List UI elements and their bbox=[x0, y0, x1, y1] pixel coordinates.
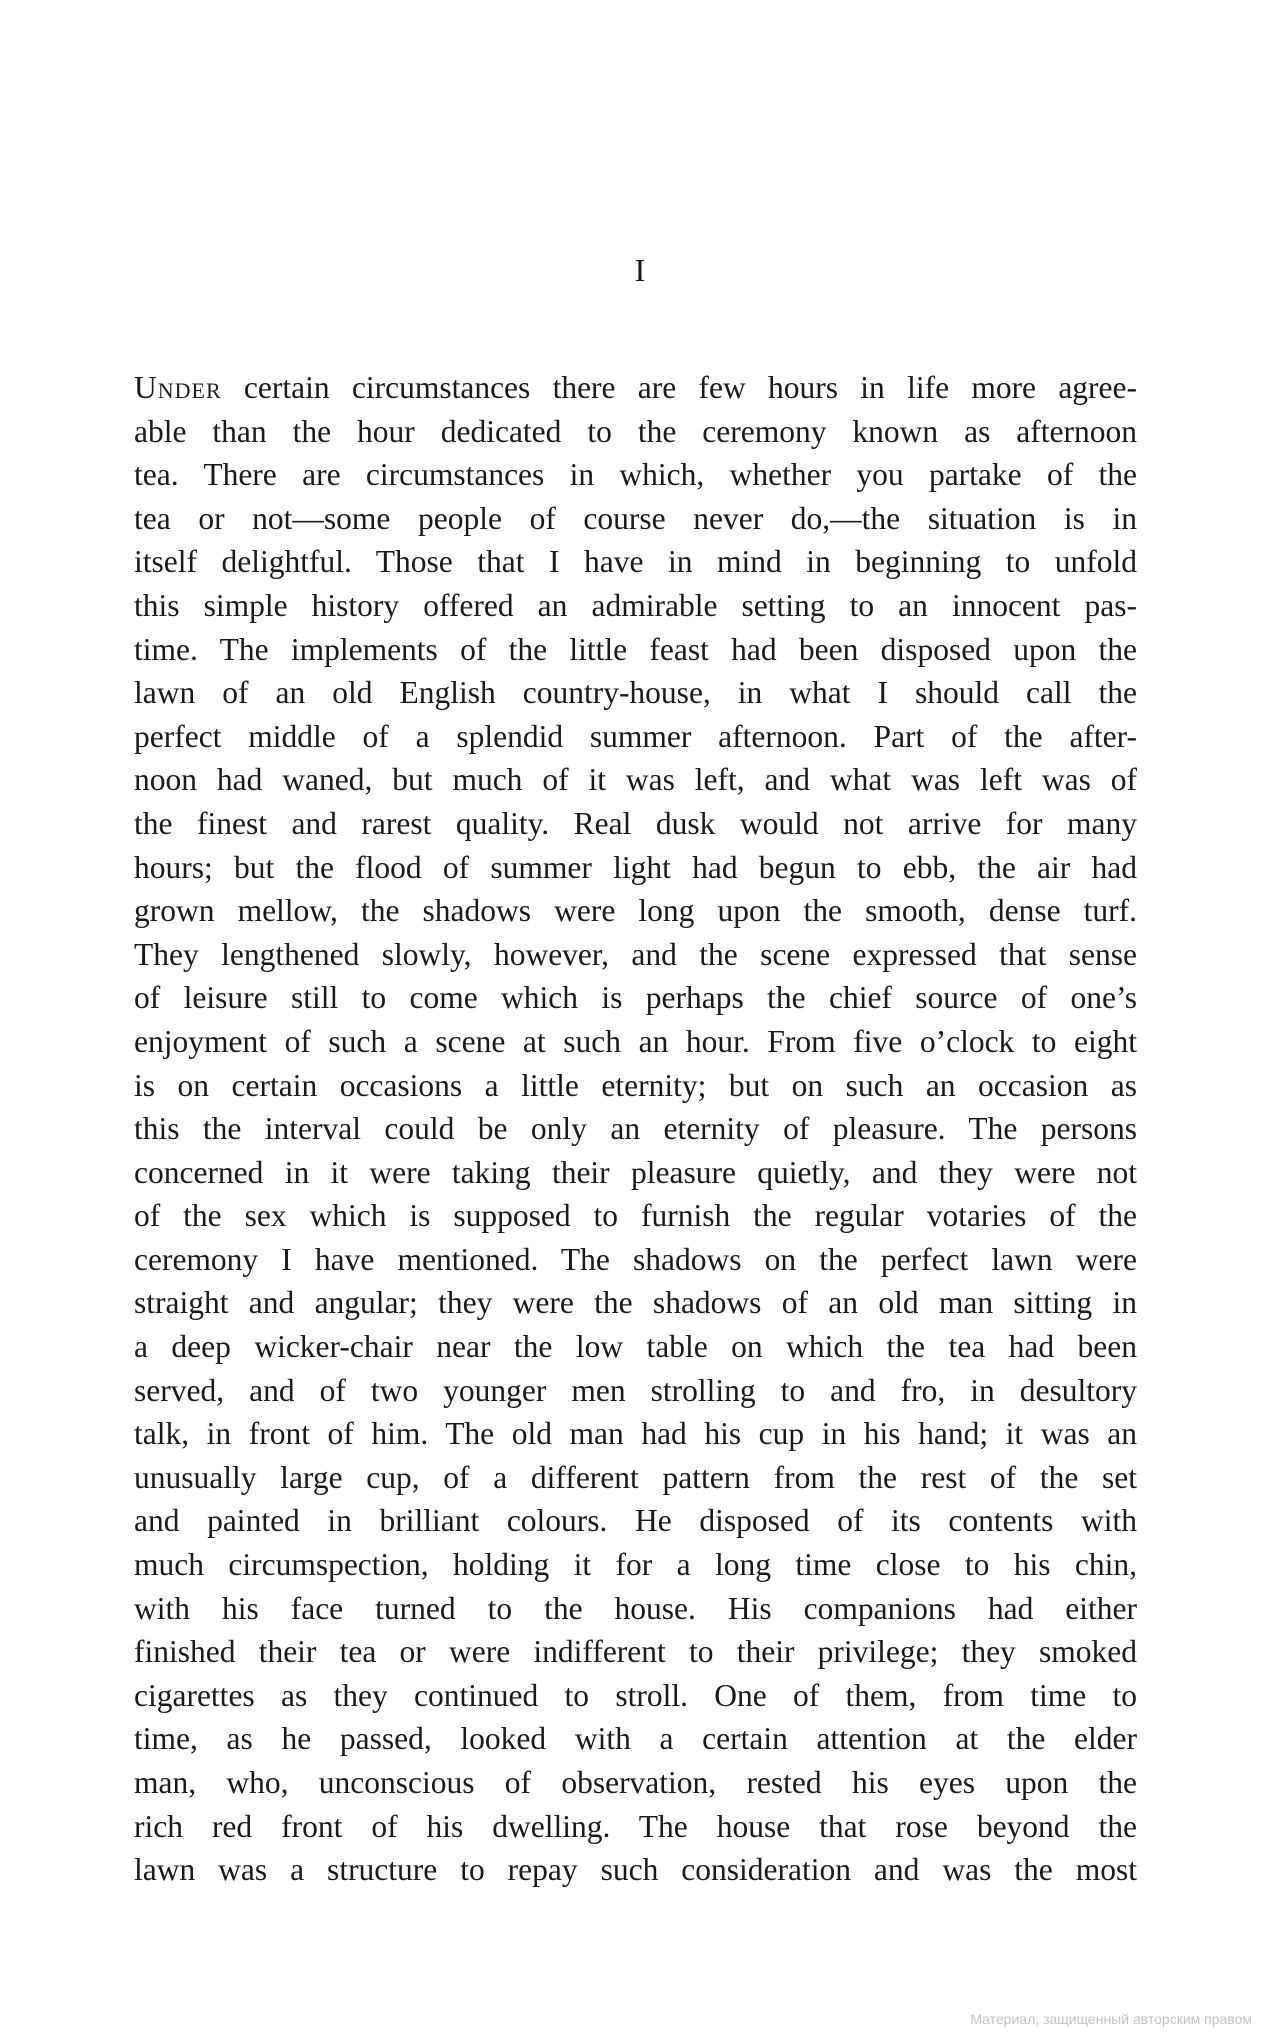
text-line: ceremony I have mentioned. The shadows on the perfect lawn were bbox=[134, 1241, 1137, 1277]
text-line: served, and of two younger men strolling to and fro, in desultory bbox=[134, 1372, 1137, 1408]
text-line: lawn of an old English country-house, in what I should call the bbox=[134, 675, 1137, 711]
text-line: concerned in it were taking their pleasure quietly, and they were not bbox=[134, 1154, 1137, 1190]
text-line: much circumspection, holding it for a long time close to his chin, bbox=[134, 1547, 1137, 1583]
text-line: time. The implements of the little feast had been disposed upon the bbox=[134, 631, 1137, 667]
text-line: noon had waned, but much of it was left, and what was left was of bbox=[134, 762, 1137, 798]
text-line: enjoyment of such a scene at such an hour. From five o’clock to eight bbox=[134, 1023, 1137, 1059]
text-line: of leisure still to come which is perhaps the chief source of one’s bbox=[134, 980, 1137, 1016]
text-line: rich red front of his dwelling. The house that rose beyond the bbox=[134, 1808, 1137, 1844]
text-line: is on certain occasions a little eternity; but on such an occasion as bbox=[134, 1067, 1137, 1103]
text-line: lawn was a structure to repay such consideration and was the most bbox=[134, 1852, 1137, 1888]
text-line: perfect middle of a splendid summer afternoon. Part of the after- bbox=[134, 718, 1137, 754]
text-line: cigarettes as they continued to stroll. One of them, from time to bbox=[134, 1677, 1137, 1713]
text-line bbox=[134, 366, 1137, 410]
text-line: itself delightful. Those that I have in mind in beginning to unfold bbox=[134, 544, 1137, 580]
text-line: a deep wicker-chair near the low table on which the tea had been bbox=[134, 1329, 1137, 1365]
text-line-content: certain circumstances there are few hours in life more agree- bbox=[221, 370, 1137, 405]
copyright-watermark: Материал, защищенный авторским правом bbox=[970, 2011, 1252, 2027]
text-line: tea or not—some people of course never do,—the situation is in bbox=[134, 500, 1137, 536]
lead-word-smallcaps: Under bbox=[134, 370, 222, 405]
text-line: finished their tea or were indifferent to their privilege; they smoked bbox=[134, 1634, 1137, 1670]
text-line: grown mellow, the shadows were long upon the smooth, dense turf. bbox=[134, 893, 1137, 929]
text-line: this simple history offered an admirable setting to an innocent pas- bbox=[134, 587, 1137, 623]
text-line: able than the hour dedicated to the ceremony known as afternoon bbox=[134, 413, 1137, 449]
text-line: with his face turned to the house. His companions had either bbox=[134, 1590, 1137, 1626]
text-line: tea. There are circumstances in which, whether you partake of the bbox=[134, 457, 1137, 493]
text-line: talk, in front of him. The old man had his cup in his hand; it was an bbox=[134, 1416, 1137, 1452]
text-line: the finest and rarest quality. Real dusk would not arrive for many bbox=[134, 805, 1137, 841]
chapter-paragraph bbox=[134, 366, 1137, 1892]
text-line: this the interval could be only an eternity of pleasure. The persons bbox=[134, 1111, 1137, 1147]
text-line: straight and angular; they were the shadows of an old man sitting in bbox=[134, 1285, 1137, 1321]
text-line: and painted in brilliant colours. He disposed of its contents with bbox=[134, 1503, 1137, 1539]
text-line: time, as he passed, looked with a certain attention at the elder bbox=[134, 1721, 1137, 1757]
text-line: unusually large cup, of a different pattern from the rest of the set bbox=[134, 1459, 1137, 1495]
text-line: hours; but the flood of summer light had begun to ebb, the air had bbox=[134, 849, 1137, 885]
text-line: of the sex which is supposed to furnish the regular votaries of the bbox=[134, 1198, 1137, 1234]
text-line: They lengthened slowly, however, and the scene expressed that sense bbox=[134, 936, 1137, 972]
chapter-number: I bbox=[634, 252, 646, 288]
text-line: man, who, unconscious of observation, rested his eyes upon the bbox=[134, 1765, 1137, 1800]
